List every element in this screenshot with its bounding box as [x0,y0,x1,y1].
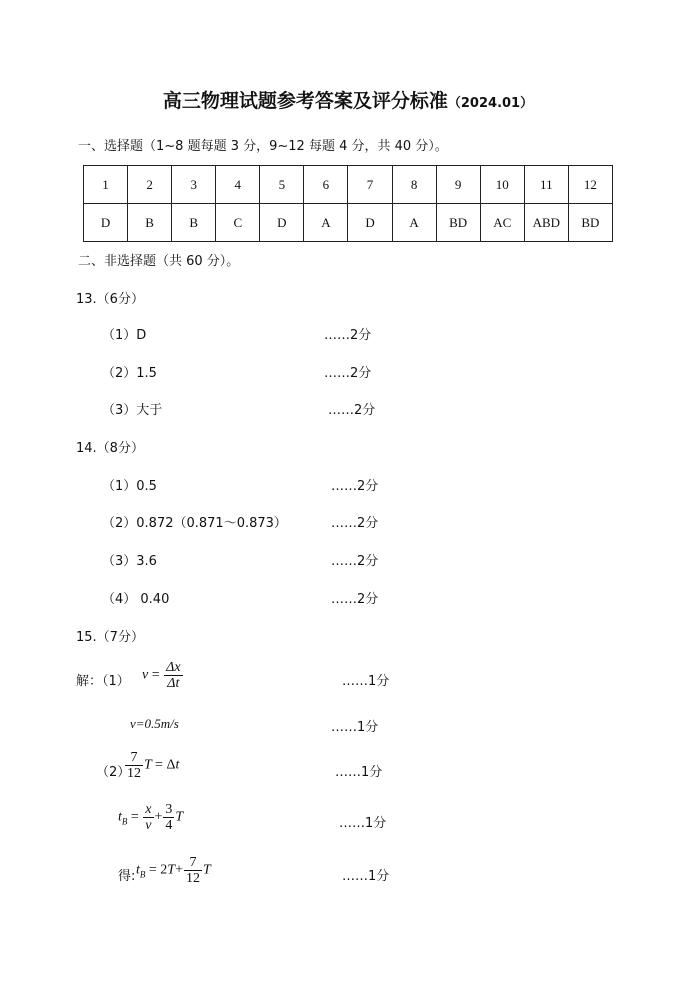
table-cell: 11 [524,166,568,204]
page-title [0,86,696,113]
q13-answer-1: （1）D [102,328,147,343]
table-cell: BD [568,204,612,242]
answer-table-answer-row [84,204,613,242]
equation-tb-result: $t_B = 2T+$ $\frac{7}{12}$ T [136,855,211,886]
q15-result-label: 得: [118,869,136,884]
q14-heading: 14.（8分） [76,441,144,456]
table-cell: 8 [392,166,436,204]
table-cell: 4 [216,166,260,204]
q13-heading: 13.（6分） [76,292,144,307]
table-cell: 2 [128,166,172,204]
table-cell: A [392,204,436,242]
q13-score-3: ……2分 [328,403,376,418]
q15-score-1: ……1分 [342,674,390,689]
table-cell: 1 [84,166,128,204]
table-cell: ABD [524,204,568,242]
q14-score-4: ……2分 [331,592,379,607]
q14-score-2: ……2分 [331,516,379,531]
q15-part2-label: （2） [96,765,131,780]
equation-v-value: v=0.5m/s [130,716,179,731]
table-cell: D [348,204,392,242]
table-cell: 5 [260,166,304,204]
title-main: 高三物理试题参考答案及评分标准 [162,90,448,112]
q15-score-5: ……1分 [342,869,390,884]
q13-score-1: ……2分 [324,328,372,343]
table-cell: B [172,204,216,242]
equation-period: $\frac{7}{12}$ T = Δt [127,750,180,781]
table-cell: 12 [568,166,612,204]
q14-answer-3: （3）3.6 [102,554,157,569]
q15-score-4: ……1分 [339,816,387,831]
title-year: （2024.01） [447,96,534,111]
table-cell: 7 [348,166,392,204]
q15-score-3: ……1分 [335,765,383,780]
table-cell: D [84,204,128,242]
q15-solve-label: 解：（1） [76,674,130,689]
q15-score-2: ……1分 [331,720,379,735]
section1-heading: 一、选择题（1~8 题每题 3 分，9~12 每题 4 分，共 40 分）。 [78,139,448,154]
table-cell: 3 [172,166,216,204]
answer-table [83,165,613,242]
q13-answer-2: （2）1.5 [102,366,157,381]
equation-tb: $t_B$ = $\frac{x}{v}$ + $\frac{3}{4}$ T [118,802,184,833]
table-cell: 6 [304,166,348,204]
equation-velocity: v = $\frac{\Delta x}{\Delta t}$ [142,660,181,691]
table-cell: AC [480,204,524,242]
q13-score-2: ……2分 [324,366,372,381]
table-cell: BD [436,204,480,242]
answer-table-number-row [84,166,613,204]
table-cell: B [128,204,172,242]
table-cell: 10 [480,166,524,204]
table-cell: D [260,204,304,242]
table-cell: 9 [436,166,480,204]
q14-answer-4: （4） 0.40 [102,592,170,607]
q14-score-3: ……2分 [331,554,379,569]
q14-answer-2: （2）0.872（0.871～0.873） [102,516,287,531]
table-cell: C [216,204,260,242]
section2-heading: 二、非选择题（共 60 分）。 [78,254,240,269]
q14-score-1: ……2分 [331,479,379,494]
q14-answer-1: （1）0.5 [102,479,157,494]
table-cell: A [304,204,348,242]
q13-answer-3: （3）大于 [102,403,163,418]
q15-heading: 15.（7分） [76,630,144,645]
